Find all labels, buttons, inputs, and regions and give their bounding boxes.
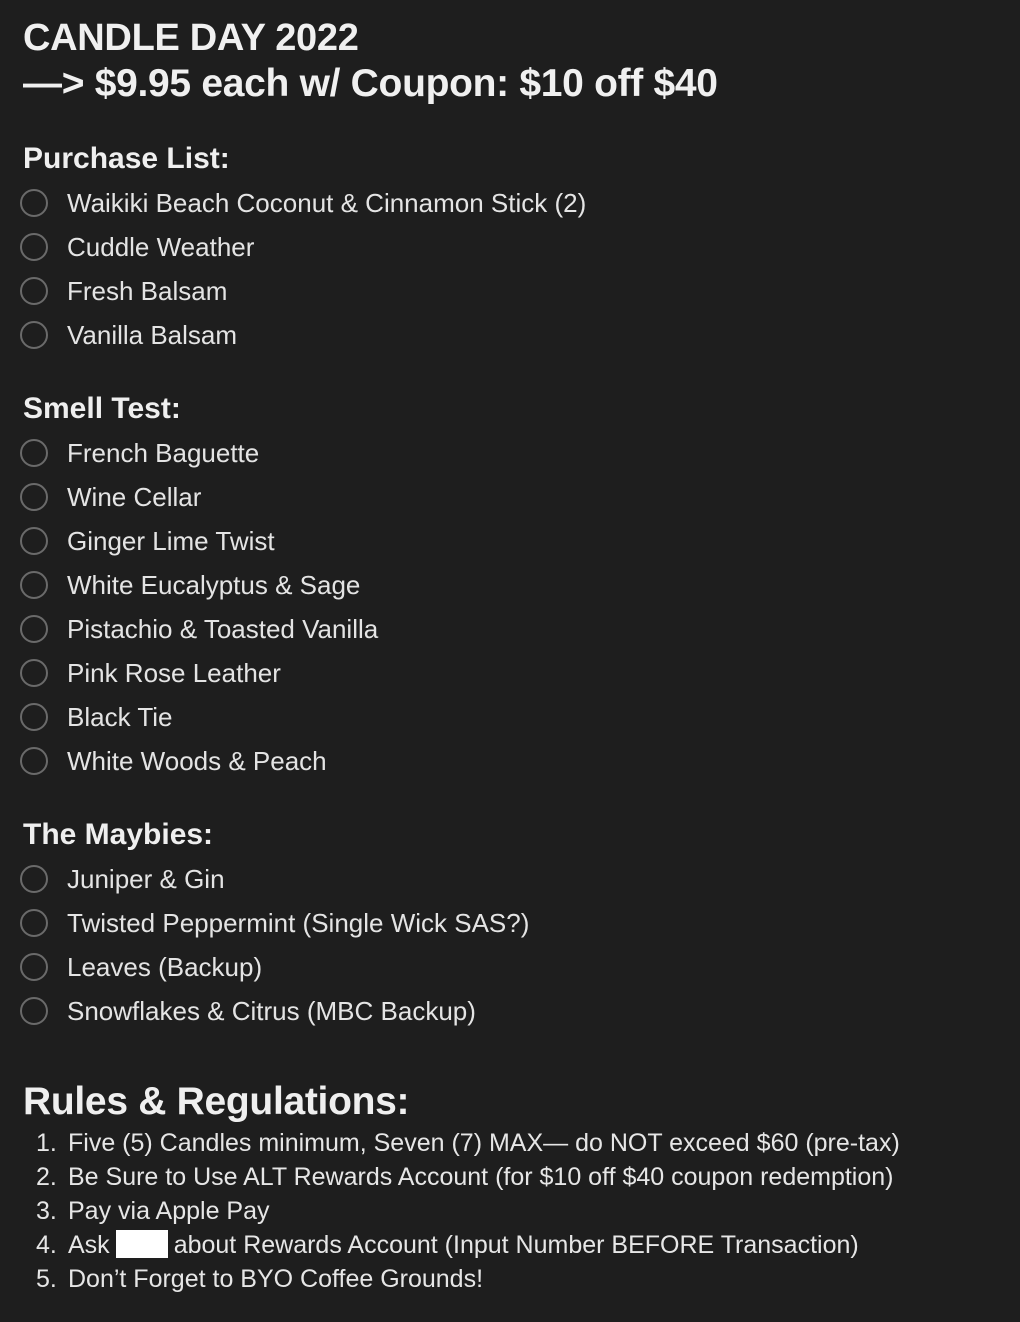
- checklist-item-label: Wine Cellar: [67, 482, 202, 512]
- checkbox-circle[interactable]: [20, 909, 48, 937]
- rule-number: 4.: [36, 1231, 57, 1259]
- rule-text: Be Sure to Use ALT Rewards Account (for $10 off $40 coupon redemption): [68, 1163, 894, 1191]
- redaction-block: [116, 1230, 168, 1258]
- checklist-item-label: Black Tie: [67, 702, 173, 732]
- checklist-item-label: Cuddle Weather: [67, 232, 255, 262]
- rule-text: Five (5) Candles minimum, Seven (7) MAX— do NOT exceed $60 (pre-tax): [68, 1129, 900, 1157]
- checklist-item-label: Fresh Balsam: [67, 276, 228, 306]
- checklist-item-label: French Baguette: [67, 438, 260, 468]
- checklist-item-label: Twisted Peppermint (Single Wick SAS?): [67, 908, 530, 938]
- checkbox-circle[interactable]: [20, 483, 48, 511]
- purchase-list-heading: Purchase List:: [23, 142, 230, 175]
- checkbox-circle[interactable]: [20, 747, 48, 775]
- checkbox-circle[interactable]: [20, 439, 48, 467]
- checklist-item-label: Waikiki Beach Coconut & Cinnamon Stick (2): [67, 188, 587, 218]
- checkbox-circle[interactable]: [20, 571, 48, 599]
- rule-text: Don’t Forget to BYO Coffee Grounds!: [68, 1265, 484, 1293]
- rule-number: 1.: [36, 1129, 57, 1157]
- checkbox-circle[interactable]: [20, 659, 48, 687]
- rules-heading: Rules & Regulations:: [23, 1080, 410, 1123]
- checklist-item-label: Pink Rose Leather: [67, 658, 281, 688]
- checkbox-circle[interactable]: [20, 703, 48, 731]
- checkbox-circle[interactable]: [20, 189, 48, 217]
- checklist-item-label: Juniper & Gin: [67, 864, 225, 894]
- rule-number: 3.: [36, 1197, 57, 1225]
- rule-number: 2.: [36, 1163, 57, 1191]
- note-subtitle: —> $9.95 each w/ Coupon: $10 off $40: [23, 62, 718, 105]
- checkbox-circle[interactable]: [20, 615, 48, 643]
- checkbox-circle[interactable]: [20, 527, 48, 555]
- checklist-item-label: Snowflakes & Citrus (MBC Backup): [67, 996, 476, 1026]
- note-title: CANDLE DAY 2022: [23, 17, 359, 59]
- checkbox-circle[interactable]: [20, 865, 48, 893]
- checkbox-circle[interactable]: [20, 997, 48, 1025]
- checkbox-circle[interactable]: [20, 277, 48, 305]
- checklist-item-label: Ginger Lime Twist: [67, 526, 275, 556]
- rule-text: Pay via Apple Pay: [68, 1197, 270, 1225]
- checklist-item-label: White Eucalyptus & Sage: [67, 570, 361, 600]
- rule-number: 5.: [36, 1265, 57, 1293]
- rule-text-after: about Rewards Account (Input Number BEFORE Transaction): [173, 1231, 859, 1259]
- checklist-item-label: Vanilla Balsam: [67, 320, 238, 350]
- rule-text-before: Ask: [68, 1231, 110, 1259]
- checklist-item-label: Pistachio & Toasted Vanilla: [67, 614, 379, 644]
- checklist-item-label: White Woods & Peach: [67, 746, 327, 776]
- checkbox-circle[interactable]: [20, 953, 48, 981]
- checklist-item-label: Leaves (Backup): [67, 952, 263, 982]
- rule-text-composite: [68, 1228, 859, 1262]
- checkbox-circle[interactable]: [20, 233, 48, 261]
- maybies-heading: The Maybies:: [23, 818, 214, 851]
- smell-test-heading: Smell Test:: [23, 392, 181, 425]
- checkbox-circle[interactable]: [20, 321, 48, 349]
